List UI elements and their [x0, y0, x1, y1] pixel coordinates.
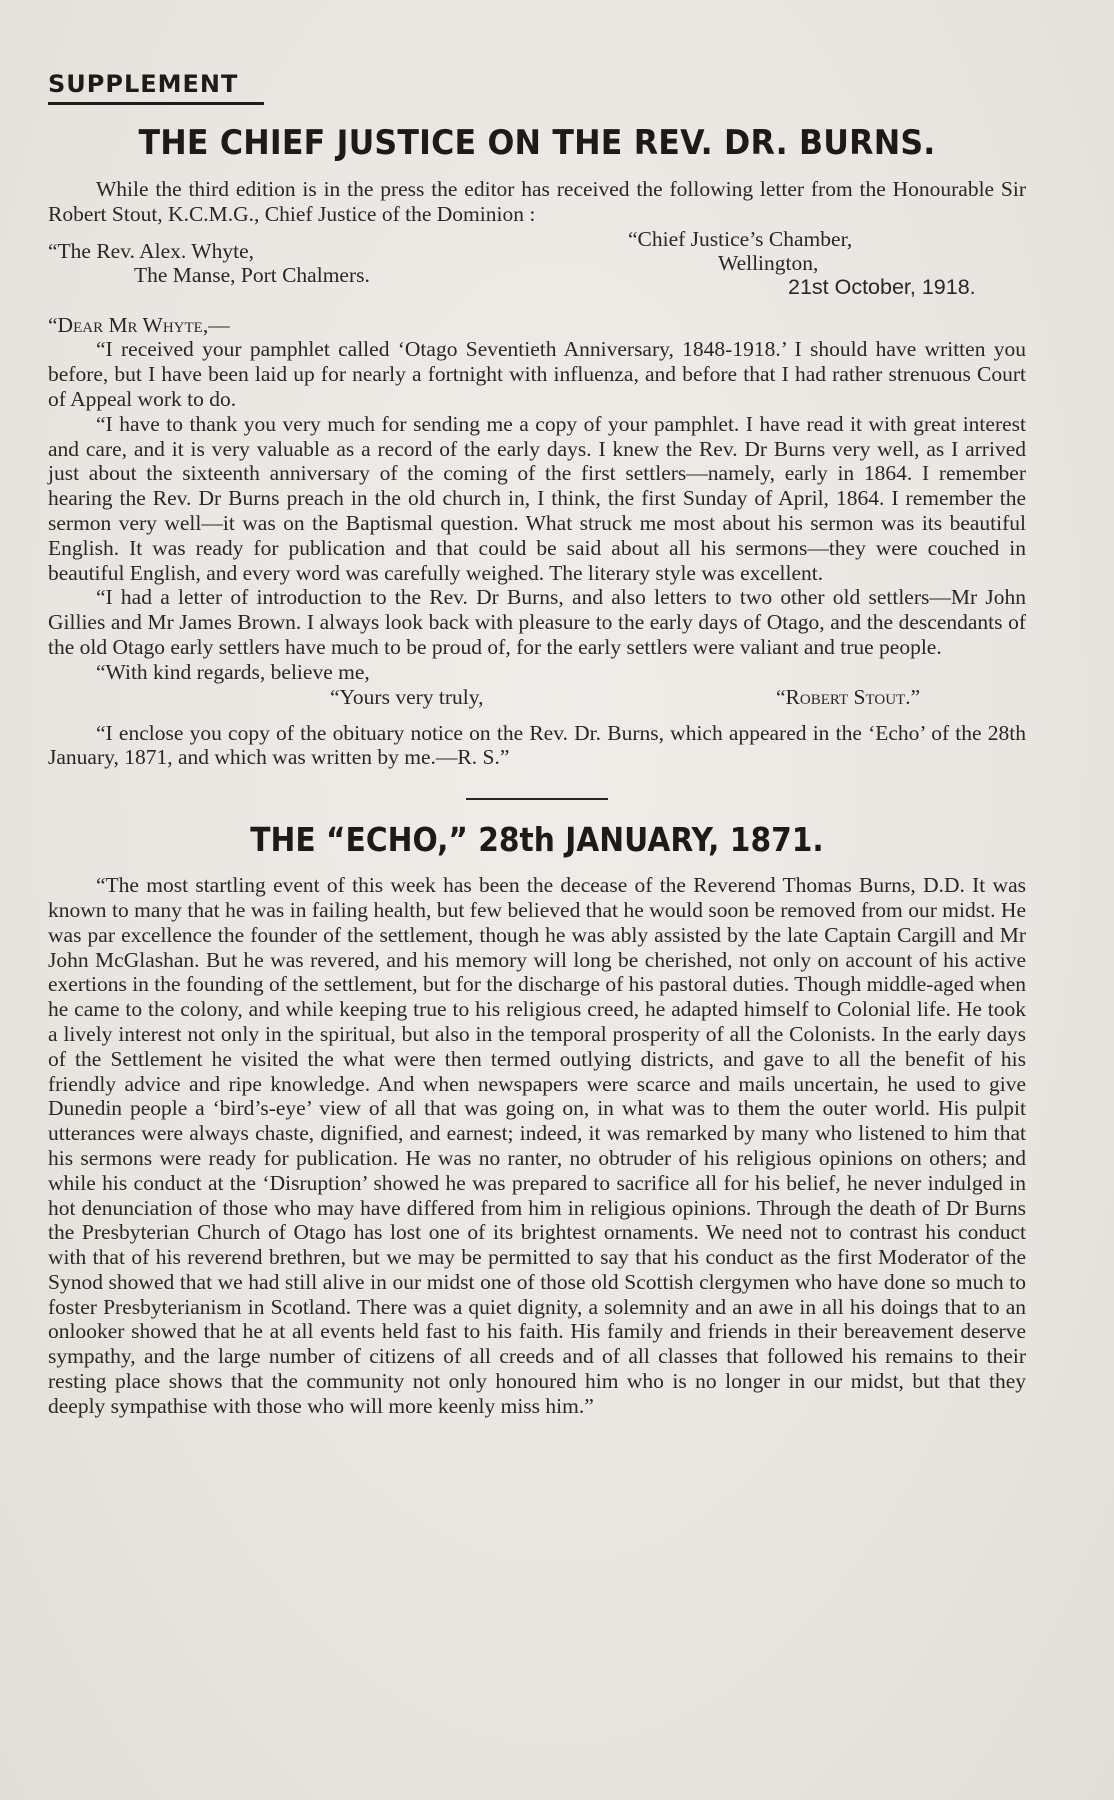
recipient-line-2: The Manse, Port Chalmers.	[134, 262, 370, 287]
letter-date: 21st October, 1918.	[788, 274, 976, 299]
letter-paragraph-2: “I have to thank you very much for sending me a copy of your pamphlet. I have read it with great interest and care, and it is very valuable as a record of the early days. I knew the Rev. Dr Burns very well, as I arrived just about the sixteenth anniversary of the coming of the first settlers—namely, early in 1864. I remember hearing the Rev. Dr Burns preach in the old church in, I think, the first Sunday of April, 1864. I remember the sermon very well—it was on the Baptismal question. What struck me most about his sermon was its beautiful English. It was ready for publication and that could be said about all his sermons—they were couched in beautiful English, and every word was carefully weighed. The literary style was excellent.	[48, 411, 1026, 585]
intro-paragraph: While the third edition is in the press the editor has received the following letter from the Honourable Sir Robert Stout, K.C.M.G., Chief Justice of the Dominion :	[48, 177, 1026, 226]
sender-line-2: Wellington,	[718, 250, 819, 275]
letter-paragraph-3: “I had a letter of introduction to the Rev. Dr Burns, and also letters to two other old settlers—Mr John Gillies and Mr James Brown. I always look back with pleasure to the early days of Otago, and the descendants of the old Otago early settlers have much to be proud of, for the early settlers were valiant and true people.	[48, 585, 1026, 659]
letter-paragraph-1: “I received your pamphlet called ‘Otago Seventieth Anniversary, 1848-1918.’ I should have written you before, but I have been laid up for nearly a fortnight with influenza, and before that I had rather strenuous Court of Appeal work to do.	[48, 337, 1026, 411]
obituary-paragraph: “The most startling event of this week has been the decease of the Reverend Thomas Burns, D.D. It was known to many that he was in failing health, but few believed that he would soon be removed from our midst. He was par excellence the founder of the settlement, though he was ably assisted by the late Captain Cargill and Mr John McGlashan. But he was revered, and his memory will long be cherished, not only on account of his active exertions in the founding of the settlement, but for the discharge of his pastoral duties. Though middle-aged when he came to the colony, and while keeping true to his religious creed, he adapted himself to Colonial life. He took a lively interest not only in the spiritual, but also in the temporal prosperity of all the Colonists. In the early days of the Settlement he visited the what were then termed outlying districts, and gave to all the benefit of his friendly advice and ripe knowledge. And when newspapers were scarce and mails uncertain, he used to give Dunedin people a ‘bird’s-eye’ view of all that was going on, in what was to them the outer world. His pulpit utterances were always chaste, dignified, and earnest; indeed, it was remarked by many who listened to him that his sermons were ready for publication. He was no ranter, no obtruder of his religious opinions on others; and while his conduct at the ‘Disruption’ showed he was prepared to sacrifice all for his belief, he never indulged in hot denunciation of those who may have differed from him in religious opinions. Through the death of Dr Burns the Presbyterian Church of Otago has lost one of its brightest ornaments. We need not to contrast his conduct with that of his reverend brethren, but we may be permitted to say that his conduct as the first Moderator of the Synod showed that we had still alive in our midst one of those old Scottish clergymen who have done so much to foster Presbyterianism in Scotland. There was a quiet dignity, a solemnity and an awe in all his doings that to an onlooker showed that he at all events held fast to his faith. His family and friends in their bereavement deserve sympathy, and the large number of citizens of all creeds and of all classes that followed his remains to their resting place shows that the community not only honoured him who is no longer in our midst, but that they deeply sympathise with those who will more keenly miss him.”	[48, 873, 1026, 1418]
signature-block	[48, 685, 1026, 711]
letter-closing: “With kind regards, believe me,	[96, 659, 370, 684]
section-title: THE “ECHO,” 28th JANUARY, 1871.	[250, 820, 824, 860]
page-title: THE CHIEF JUSTICE ON THE REV. DR. BURNS.	[138, 123, 936, 163]
sender-line-1: “Chief Justice’s Chamber,	[628, 226, 853, 251]
supplement-heading: SUPPLEMENT	[48, 70, 264, 105]
letter-address-block	[48, 226, 1026, 299]
section-divider	[466, 798, 608, 800]
salutation: “Dear Mr Whyte,—	[48, 312, 230, 337]
sign-off: “Yours very truly,	[330, 684, 484, 709]
recipient-line-1: “The Rev. Alex. Whyte,	[48, 238, 254, 263]
signature: “Robert Stout.”	[776, 684, 921, 709]
postscript-paragraph: “I enclose you copy of the obituary notice on the Rev. Dr. Burns, which appeared in the ‘Echo’ of the 28th January, 1871, and which was written by me.—R. S.”	[48, 720, 1026, 770]
